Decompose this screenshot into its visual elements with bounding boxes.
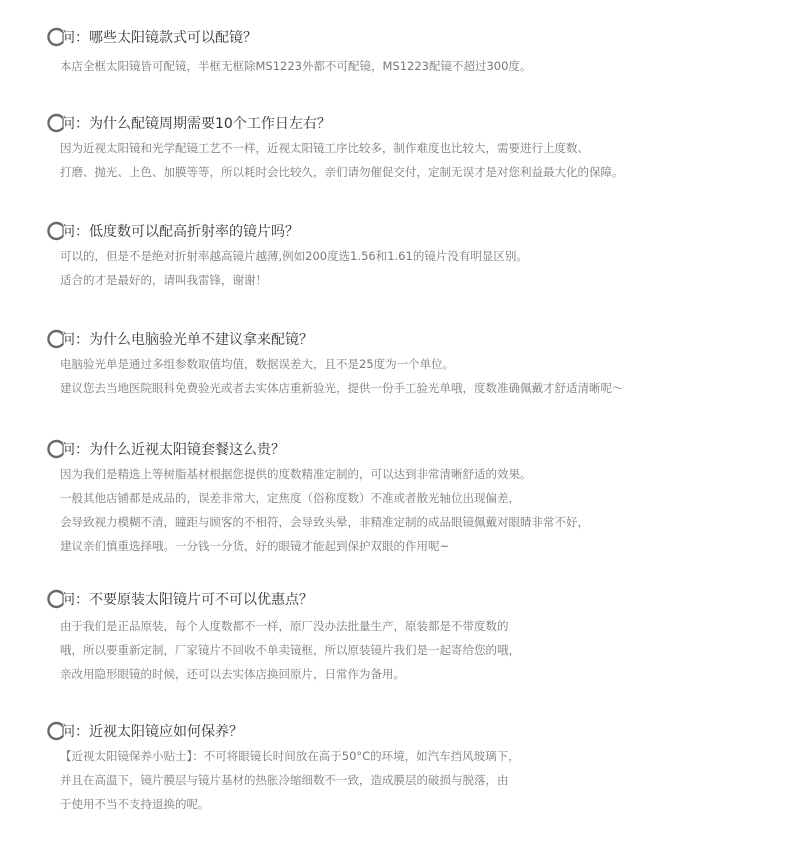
faq-question: 问：不要原装太阳镜片可不可以优惠点？ <box>61 592 313 608</box>
faq-question-row <box>0 24 790 54</box>
faq-answer-line: 适合的才是最好的，请叫我雷锋，谢谢！ <box>60 273 267 287</box>
faq-item <box>0 218 790 292</box>
faq-answer-line: 可以的，但是不是绝对折射率越高镜片越薄,例如200度选1.56和1.61的镜片没有明显区别。 <box>60 249 528 263</box>
faq-answer-line: 电脑验光单是通过多组参数取值均值，数据误差大，且不是25度为一个单位。 <box>60 357 455 371</box>
faq-item <box>0 586 790 686</box>
faq-answer-line: 建议您去当地医院眼科免费验光或者去实体店重新验光，提供一份手工验光单哦，度数准确佩戴才舒适清晰呢～ <box>60 381 624 395</box>
faq-question: 问：为什么配镜周期需要10个工作日左右？ <box>61 116 331 132</box>
faq-answer-line: 会导致视力模糊不清，瞳距与顾客的不相符，会导致头晕，非精准定制的成品眼镜佩戴对眼睛非常不好， <box>60 515 589 529</box>
faq-answer-line: 亲改用隐形眼镜的时候，还可以去实体店换回原片，日常作为备用。 <box>60 667 405 681</box>
faq-item <box>0 24 790 78</box>
faq-answer <box>60 244 780 292</box>
faq-answer-line: 因为我们是精选上等树脂基材根据您提供的度数精准定制的，可以达到非常清晰舒适的效果。 <box>60 467 532 481</box>
faq-answer-line: 因为近视太阳镜和光学配镜工艺不一样，近视太阳镜工序比较多，制作难度也比较大，需要进行上度数、 <box>60 141 589 155</box>
faq-answer <box>60 614 780 686</box>
faq-answer <box>60 136 780 184</box>
faq-item <box>0 718 790 816</box>
faq-item <box>0 110 790 184</box>
faq-question-row <box>0 586 790 616</box>
faq-answer-line: 一般其他店铺都是成品的，误差非常大，定焦度（俗称度数）不准或者散光轴位出现偏差， <box>60 491 520 505</box>
faq-question: 问：为什么电脑验光单不建议拿来配镜？ <box>61 332 313 348</box>
faq-question: 问：哪些太阳镜款式可以配镜？ <box>61 30 257 46</box>
faq-answer-line: 【近视太阳镜保养小贴士】：不可将眼镜长时间放在高于50°C的环境，如汽车挡风玻璃下， <box>60 749 520 763</box>
faq-item <box>0 436 790 558</box>
faq-answer <box>60 352 780 400</box>
faq-answer <box>60 744 780 816</box>
faq-answer-line: 并且在高温下，镜片膜层与镜片基材的热胀冷缩细数不一致，造成膜层的破损与脱落，由 <box>60 773 509 787</box>
faq-answer-line: 打磨、抛光、上色、加膜等等，所以耗时会比较久，亲们请勿催促交付，定制无误才是对您利益最大化的保障。 <box>60 165 624 179</box>
faq-question: 问：低度数可以配高折射率的镜片吗？ <box>61 224 299 240</box>
faq-answer-line: 哦，所以要重新定制，厂家镜片不回收不单卖镜框，所以原装镜片我们是一起寄给您的哦， <box>60 643 520 657</box>
faq-question: 问：为什么近视太阳镜套餐这么贵？ <box>61 442 285 458</box>
faq-answer <box>60 54 780 78</box>
faq-answer <box>60 462 780 558</box>
faq-answer-line: 本店全框太阳镜皆可配镜，半框无框除MS1223外都不可配镜，MS1223配镜不超过300度。 <box>60 59 532 73</box>
faq-question: 问：近视太阳镜应如何保养？ <box>61 724 243 740</box>
faq-answer-line: 于使用不当不支持退换的呢。 <box>60 797 210 811</box>
faq-answer-line: 由于我们是正品原装，每个人度数都不一样，原厂没办法批量生产，原装都是不带度数的 <box>60 619 509 633</box>
faq-answer-line: 建议亲们慎重选择哦。一分钱一分货，好的眼镜才能起到保护双眼的作用呢~ <box>60 539 450 553</box>
faq-item <box>0 326 790 400</box>
